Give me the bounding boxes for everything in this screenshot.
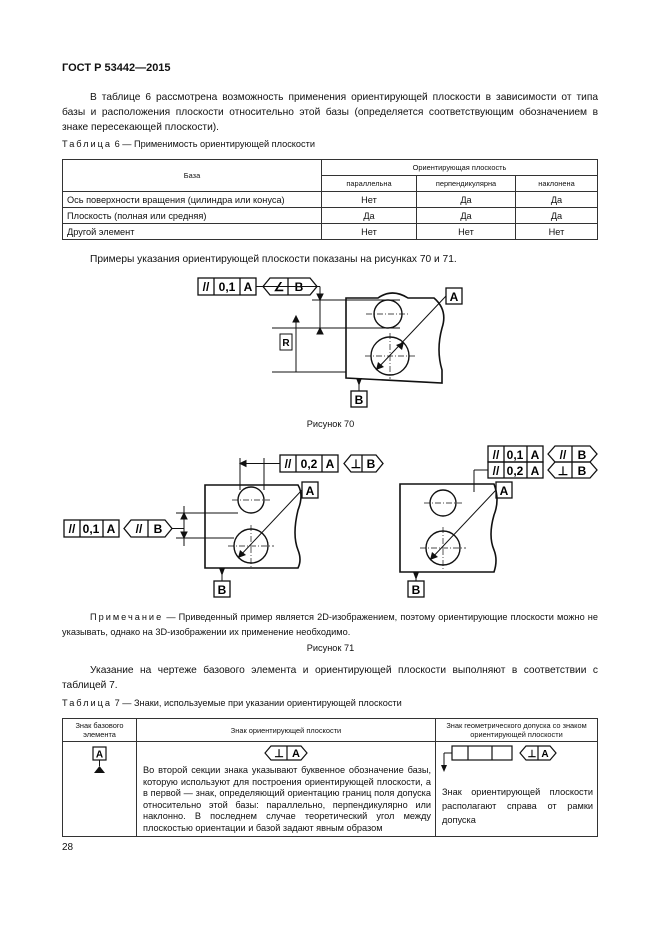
table6-cell: Плоскость (полная или средняя)	[63, 208, 322, 224]
table7-datum-cell	[63, 742, 137, 837]
table-row	[63, 208, 598, 224]
table6-cell: Да	[322, 208, 417, 224]
f71-left-top-plane-datum: B	[366, 457, 376, 471]
f71-right-p1-sym: //	[559, 448, 567, 462]
table7-tolerance-cell	[436, 742, 598, 837]
table7-caption	[62, 698, 402, 708]
note-text: — Приведенный пример является 2D-изображением, поэтому ориентирующие плоскости можно не указывать, однако на 3D-изображении их применение необходимо.	[62, 612, 598, 637]
f71-left-side-plane-datum: B	[153, 522, 163, 536]
f71-left-side-plane-sym: //	[135, 522, 143, 536]
table-row	[63, 192, 598, 208]
figure71-caption: Рисунок 71	[306, 643, 355, 653]
note	[62, 610, 598, 640]
table7-head: Знак ориентирующей плоскости	[137, 719, 436, 742]
figure70-plane-sym: ∠	[273, 280, 285, 294]
figure70-frame-symbol: //	[202, 280, 210, 294]
table7	[62, 718, 598, 837]
f71-right-p2-sym: ⊥	[557, 464, 569, 478]
table6-caption-text: 6 — Применимость ориентирующей плоскости	[114, 139, 315, 149]
f71-left-top-tol: 0,2	[300, 457, 318, 471]
figure70-datum-a: A	[449, 290, 459, 304]
table6	[62, 159, 598, 240]
table7-description: Во второй секции знака указывают буквенное обозначение базы, которую используют для построения ориентирующей плоскости, а в первой — знак, определяющий ориентацию границ поля допуска относительно этой базы: параллельно, перпендикулярно или наклонно. В последнем случае теоретический угол между плоскостью ориентации и базой задают явным образом	[143, 765, 431, 833]
table7-plane-cell	[137, 742, 436, 837]
table6-cell: Ось поверхности вращения (цилиндра или конуса)	[63, 192, 322, 208]
table-row	[63, 224, 598, 240]
table7-caption-label: Таблица	[62, 698, 113, 708]
intro-paragraph: В таблице 6 рассмотрена возможность применения ориентирующей плоскости в зависимости от типа базы и расположения плоскости относительно этой базы (определяется соответствующим обозначением в знаке пересекающей плоскости).	[62, 92, 598, 133]
f71-left-datum-b: B	[217, 583, 227, 597]
figure70-drawing	[0, 270, 661, 415]
table6-caption-label: Таблица	[62, 139, 113, 149]
table6-cell: Да	[417, 192, 516, 208]
table6-head-base: База	[63, 160, 322, 192]
orienting-plane-sym: ⊥	[274, 748, 284, 760]
f71-right-f1-datum: A	[530, 448, 540, 462]
f71-left-side-tol: 0,1	[82, 522, 100, 536]
note-label: Примечание	[90, 612, 164, 622]
orienting-plane-datum: A	[292, 748, 300, 760]
f71-left-side-datum: A	[106, 522, 116, 536]
datum-symbol-icon	[90, 746, 110, 776]
table6-cell: Да	[516, 208, 598, 224]
f71-right-p1-datum: B	[577, 448, 587, 462]
table6-col: наклонена	[516, 176, 598, 192]
page-header: ГОСТ Р 53442—2015	[62, 62, 171, 74]
page-number: 28	[62, 842, 74, 853]
f71-left-top-plane-sym: ⊥	[350, 457, 362, 471]
table6-caption	[62, 139, 315, 149]
figure70-caption: Рисунок 70	[306, 419, 355, 429]
figure70-frame-tol: 0,1	[218, 280, 236, 294]
table6-head-group: Ориентирующая плоскость	[322, 160, 598, 176]
tolerance-plane-sym: ⊥	[527, 749, 537, 760]
f71-right-p2-datum: B	[577, 464, 587, 478]
tolerance-with-plane-icon	[440, 745, 590, 775]
f71-right-f1-tol: 0,1	[506, 448, 524, 462]
table7-head: Знак базового элемента	[63, 719, 137, 742]
table6-cell: Нет	[322, 224, 417, 240]
table6-cell: Нет	[322, 192, 417, 208]
f71-right-datum-a: A	[499, 484, 509, 498]
table6-cell: Нет	[417, 224, 516, 240]
table6-col: перпендикулярна	[417, 176, 516, 192]
tolerance-plane-datum: A	[541, 749, 549, 760]
f71-left-top-symbol: //	[284, 457, 292, 471]
f71-left-datum-a: A	[305, 484, 315, 498]
f71-left-side-symbol: //	[68, 522, 76, 536]
table6-cell: Нет	[516, 224, 598, 240]
f71-right-f1-symbol: //	[492, 448, 500, 462]
datum-symbol-letter: A	[95, 749, 103, 761]
table7-position-text: Знак ориентирующей плоскости располагают справа от рамки допуска	[442, 787, 593, 825]
figure70-plane-datum: B	[294, 280, 304, 294]
f71-right-f2-symbol: //	[492, 464, 500, 478]
figure70-frame-datum: A	[243, 280, 253, 294]
table6-col: параллельна	[322, 176, 417, 192]
f71-left-top-datum: A	[325, 457, 335, 471]
table7-caption-text: 7 — Знаки, используемые при указании ориентирующей плоскости	[114, 698, 402, 708]
table7-intro: Указание на чертеже базового элемента и ориентирующей плоскости выполняют в соответствии с таблицей 7.	[62, 665, 598, 691]
f71-right-f2-tol: 0,2	[506, 464, 524, 478]
figure70-datum-b: B	[354, 393, 364, 407]
f71-right-f2-datum: A	[530, 464, 540, 478]
examples-paragraph: Примеры указания ориентирующей плоскости показаны на рисунках 70 и 71.	[90, 254, 457, 265]
figure71-drawing	[0, 440, 661, 600]
table6-cell: Да	[516, 192, 598, 208]
figure70-angle-label: R	[282, 338, 290, 349]
orienting-plane-icon	[263, 745, 309, 761]
f71-right-datum-b: B	[411, 583, 421, 597]
table7-head: Знак геометрического допуска со знаком ориентирующей плоскости	[436, 719, 598, 742]
table6-cell: Другой элемент	[63, 224, 322, 240]
table6-cell: Да	[417, 208, 516, 224]
